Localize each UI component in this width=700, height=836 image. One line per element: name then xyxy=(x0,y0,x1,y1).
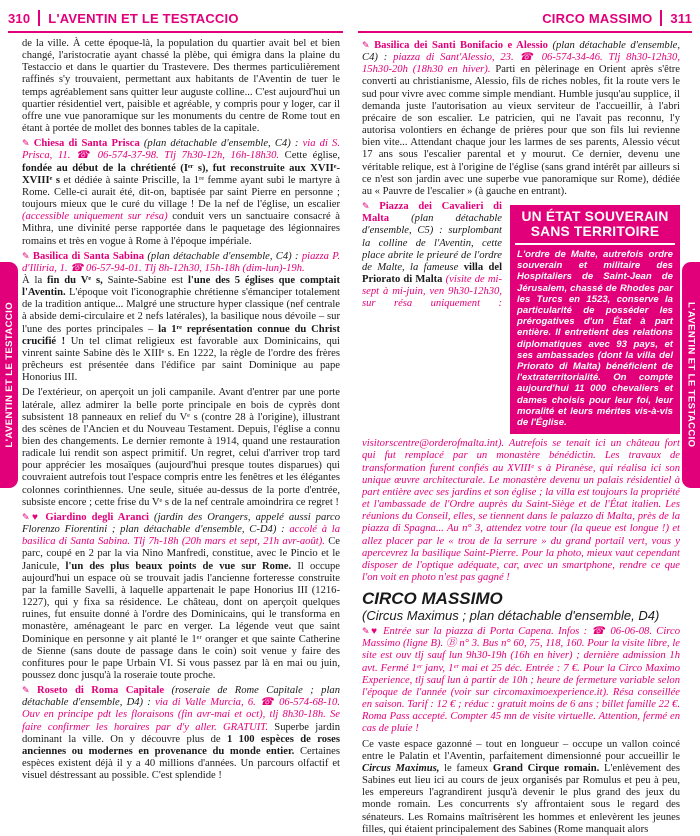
practical-info: accolé à la basilica di Santa Sabina. Tlj 7h-18h (20h mars et sept, 21h avr-août). xyxy=(22,524,340,548)
practical-info: piazza P. d'Illiria, 1. ☎ 06-57-94-01. Tlj 8h-12h30, 15h-18h (dim-lun)-19h. xyxy=(22,250,341,274)
left-page-header xyxy=(8,6,338,30)
entry-giardino-aranci: ✎♥ Giardino degli Aranci (jardin des Orangers, appelé aussi parco Florenzo Fiorentini ; plan détachable d'ensemble, C-D4) : accolé à la basilica di Santa Sabina. Tlj 7h-18h (20h mars et sept, 21h avr-août). Ce parc, coupé en 2 par la via Nino Manfredi, constitue, avec le Pincio et le Janicule, l'un des plus beaux points de vue sur Rome. Il occupe aujourd'hui un espace où se trouvait jadis l'ancienne forteresse construite par la famille Savelli, à laquelle appartenait le pape Honorius III (1216-1227), qui y fixa sa résidence. Le château, dont on aperçoit quelques ruines, fut ensuite donné à l'ordre des Dominicains, qui le transforma en monastère, aménageant le parc en verger. La légende veut que saint Dominique en personne y ait planté le 1ᵉʳ oranger et que sainte Catherine de Sienne (sans doute de passage dans le coin) soit venue y faire des confitures pour le pape Urbain VI. Si vous passez par là en mai ou juin, poussez donc jusqu'à la roseraie toute proche. xyxy=(22,511,341,681)
entry-title: Chiesa di Santa Prisca xyxy=(33,138,140,150)
entry-santa-sabina: ✎ Basilica di Santa Sabina (plan détachable d'ensemble, C4) : piazza P. d'Illiria, 1. ☎ 06-57-94-01. Tlj 8h-12h30, 15h-18h (dim-lun)-19h. À la fin du Vᵉ s, Sainte-Sabine est l'une des 5 églises que comptait l'Aventin. L'époque voit l'iconographie chrétienne s'émanciper totalement de la tradition antique... Malgré une structure hyper classique (nef centrale à abside demi-circulaire et 2 nefs latérales), la basilique nous dévoile – sur l'une des portes principales – la 1ʳᵉ représentation connue du Christ crucifié ! Un tel climat religieux est favorable aux Dominicains, qui vinrent sainte Sabine dès le XIIIᵉ s. En 1222, la règle de l'ordre des frères prêcheurs est présentée dans l'édifice par saint Dominique au pape Honorius III. xyxy=(22,250,341,384)
left-header-rule xyxy=(8,31,343,33)
pushpin-icon: ✎ xyxy=(362,202,370,213)
practical-info: Circo Massimo (ligne B). Ⓑ n° 3. Bus n° 60, 75, 118, 160. Pour la visite libre, le site est ouv tlj sauf lun 9h30-19h (16h en hiver) ; dernière admission 1h avt. Fermé 1ᵉʳ janv, 1ᵉʳ mai et 25 déc. Entrée : 7 €. Pour la Circo Maximo Experience, tlj sauf lun à partir de 10h ; heure de fermeture variable selon l'époque de l'année (voir sur xyxy=(362,626,681,698)
practical-info: piazza di Sant'Alessio, 23. ☎ 06-574-34-46. Tlj 8h30-12h30, 15h30-20h (18h30 en hiver). xyxy=(362,52,680,76)
pushpin-icon: ✎ xyxy=(362,41,370,51)
right-page-header xyxy=(362,6,692,30)
pushpin-icon: ✎ xyxy=(22,251,30,262)
pushpin-icon: ✎ xyxy=(22,686,30,697)
entry-santa-prisca: ✎ Chiesa di Santa Prisca (plan détachable d'ensemble, C4) : via di S. Prisca, 11. ☎ 06-574-37-98. Tlj 7h30-12h, 16h-18h30. Cette église, fondée au début de la chrétienté (Iᵉʳ s), fut reconstruite aux XVIIᵉ-XVIIIᵉ s et dédiée à sainte Priscille, la 1ʳᵉ femme ayant subi le martyre à Rome. Celle-ci aurait été, dit-on, baptisée par saint Pierre en personne ; toujours mieux que le curé du village ! De la nef de l'église, un escalier (accessible uniquement sur résa) conduit vers un sanctuaire consacré à Mithra, une divinité perse rapportée dans le paquetage des légionnaires romains et très en vogue à Rome à l'époque impériale. xyxy=(22,138,341,247)
entry-title: Giardino degli Aranci xyxy=(45,511,149,523)
right-thumb-tab-label: L'AVENTIN ET LE TESTACCIO xyxy=(685,302,697,448)
pushpin-icon: ✎ xyxy=(22,512,30,523)
circo-paragraph: Ce vaste espace gazonné – tout en longueur – occupe un vallon coincé entre le Palatin et l'Aventin, parfaitement dimensionné pour accueillir le Circus Maximus, le fameux Grand Cirque romain. L'enlèvement des Sabines eut lieu ici au cours de jeux organisés par Romulus et peu à peu, les empereurs l'agrandirent jusqu'à devenir le plus grand des jeux du monde romain. Les concurrents s'y affrontaient sous le regard des sénateurs. Les Romains maîtrisèrent les hommes et enlevèrent les jeunes filles, qui étaient principalement des Sabines (Rome manquait alors xyxy=(362,738,681,835)
left-thumb-tab xyxy=(0,262,18,488)
sidebar-box-etat-souverain xyxy=(510,205,680,434)
website-link[interactable]: circomaximoexperience.it xyxy=(493,686,603,698)
practical-info: via di S. Prisca, 11. ☎ 06-574-37-98. Tlj 7h30-12h, 16h-18h30. xyxy=(22,138,340,162)
entry-title: Basilica di Santa Sabina xyxy=(32,250,145,262)
heart-icon: ♥ xyxy=(369,626,379,638)
entry-circo-massimo: ✎♥ Entrée sur la piazza di Porta Capena. Infos : ☎ 06-06-08. Circo Massimo (ligne B). Ⓑ n° 3. Bus n° 60, 75, 118, 160. Pour la visite libre, le site est ouv tlj sauf lun 9h30-19h (16h en hiver) ; dernière admission 1h avt. Fermé 1ᵉʳ janv, 1ᵉʳ mai et 25 déc. Entrée : 7 €. Pour la Circo Maximo Experience, tlj sauf lun à partir de 10h ; heure de fermeture variable selon l'époque de l'année (voir sur circomaximoexperience.it). Résa conseillée en saison. Tarif : 12 € ; réduc : gratuit moins de 6 ans ; billet famille 22 €. Roma Pass accepté. Compter 45 mn de visite virtuelle. Attention, fermé en cas de pluie ! xyxy=(362,626,681,735)
section-title-circo-massimo: CIRCO MASSIMO xyxy=(362,589,503,609)
left-thumb-tab-label: L'AVENTIN ET LE TESTACCIO xyxy=(3,302,15,448)
right-page-column xyxy=(362,38,681,835)
right-page-number: 311 xyxy=(670,10,692,26)
heart-icon: ♥ xyxy=(29,511,41,523)
pushpin-icon: ✎ xyxy=(362,627,370,638)
entry-roseto: ✎ Roseto di Roma Capitale (roseraie de Rome Capitale ; plan détachable d'ensemble, D4) : via di Valle Murcia, 6. ☎ 06-574-68-10. Ouv en principe pdt les floraisons (fin avr-mai et oct), tlj 8h30-18h. Se faire confirmer les horaires par d'y aller. GRATUIT. Superbe jardin dominant la ville. On y découvre plus de 1 100 espèces de roses anciennes ou modernes en provenance du monde entier. Certaines espèces existent déjà il y a 40 millions d'années. Un parcours olfactif et visuel déstressant au possible. C'est splendide ! xyxy=(22,685,341,782)
right-running-title: CIRCO MASSIMO xyxy=(542,10,653,26)
box-rule xyxy=(515,243,675,245)
right-header-rule xyxy=(358,31,692,33)
entry-title: Basilica dei Santi Bonifacio e Alessio xyxy=(374,40,548,51)
section-subtitle: (Circus Maximus ; plan détachable d'ensemble, D4) xyxy=(362,608,660,624)
box-title: UN ÉTAT SOUVERAIN SANS TERRITOIRE xyxy=(521,209,669,239)
practical-info: via di Valle Murcia, 6. ☎ 06-574-68-10. Ouv en principe pdt les floraisons (fin avr-mai et oct), tlj 8h30-18h. Se faire confirmer les horaires par d'y aller. GRATUIT. xyxy=(22,697,341,733)
entry-title: Roseto di Roma Capitale xyxy=(36,685,165,697)
sabina-paragraph-2: De l'extérieur, on aperçoit un joli campanile. Avant d'entrer par une porte latérale, allez admirer la belle porte principale en bois de cyprès dont subsistent 18 panneaux en relief du Vᵉ s (contre 28 à l'origine), illustrant des scènes de l'Ancien et du Nouveau Testament. Depuis, l'église a connu bien des changements. Le dernier remonte à 1914, quand une restauration radicale lui rendit son aspect primitif. Un regret, celui d'arriver trop tard pour apprécier les mosaïques (aujourd'hui presque toutes disparues) qui couvraient autrefois tout l'espace compris entre les fenêtres et les élégantes colonnes corinthiennes. Une seule, située au-dessus de la porte d'entrée, subsiste encore ; cette frise du Vᵉ s de la nef centrale amoindrira ce regret ! xyxy=(22,387,340,508)
header-separator xyxy=(38,10,40,26)
entry-cavalieri-malta: ✎ Piazza dei Cavalieri di Malta (plan détachable d'ensemble, C5) : surplombant la colline de l'Aventin, cette place abrite le prieuré de l'ordre de Malte, la fameuse villa del Priorato di Malta (visite de mi-sept à mi-juin, ven 9h30-12h30, sur résa uniquement : visitorscentre@orderofmalta.int). Autrefois se tenait ici un château fort qui fut remplacé par un monastère bénédictin. Les travaux de transformation furent confiés au XVIIIᵉ s à Piranèse, qui réalisa ici son unique œuvre architecturale. Le monastère devenu un palais résidentiel à part entière avec ses jardins et son église ; la villa est toujours la propriété et l'ambassade de l'Ordre auprès du Saint-Siège et de l'État italien. Les réunions du Conseil, elles, se tiennent dans le palazzo di Malta, près de la piazza di Spagna... Au n° 3, attendez votre tour (la queue est longue !) et allez placer par le « trou de la serrure » du grand portail vert, vous y apercevrez la basilique Saint-Pierre. Pour la photo, mieux vaut cependant disposer de l'optique adéquate, car, avec un smartphone, rendre ce que l'on voit en photo n'est pas gagné ! xyxy=(362,201,680,583)
header-separator xyxy=(660,10,662,26)
entry-title: Piazza dei Cavalieri di Malta xyxy=(362,201,502,225)
left-page-column xyxy=(22,38,341,782)
right-thumb-tab xyxy=(682,262,700,488)
left-running-title: L'AVENTIN ET LE TESTACCIO xyxy=(48,10,239,26)
entry-bonifacio-alessio: ✎ Basilica dei Santi Bonifacio e Alessio (plan détachable d'ensemble, C4) : piazza di Sant'Alessio, 23. ☎ 06-574-34-46. Tlj 8h30-12h30, 15h30-20h (18h30 en hiver). Parti en pèlerinage en Orient après s'être converti au christianisme, Alessio, fils de riches nobles, fit la route vers le sud pour vivre avec comme simple mendiant. Humble jusqu'au supplice, il demanda juste l'autorisation au vieux serviteur de l'accueillir, à l'abri précaire de son escalier. Le patricien, qui ne l'avait pas reconnu, l'y autorisa volontiers en échange de prières pour que son fils lui revienne bien vite... Attendant chaque jour les larmes de ses parents, Alessio vécut 17 ans sous l'escalier parental et y mourut. Ce dernier, devenu une véritable relique, est à l'origine de l'église (sans grand intérêt par ailleurs si ce n'est son jardin avec une superbe vue panoramique sur Rome), dédiée au « Pauvre de l'escalier » (à gauche en entrant). xyxy=(362,40,680,197)
intro-paragraph: de la ville. À cette époque-là, la population du quartier avait bel et bien changé, l'aristocratie ayant chassé la plèbe, qui émigra dans la plaine du Testaccio et dans le quartier du Trastevere. Des thermes particulièrement raffinés s'y trouvaient, permettant aux habitants de l'Aventin de tuer le temps agréablement sans quitter leur auguste colline... C'est aujourd'hui un quartier résidentiel vert, paisible et agréable, y compris pour y loger, car il offre une vue panoramique sur les monuments du centre de Rome tout en étant à portée de mollet des bonnes tables de la capitale. xyxy=(22,38,340,135)
box-text: L'ordre de Malte, autrefois ordre souverain et militaire des Hospitaliers de Saint-Jean de Jérusalem, chassé de Rhodes par les Turcs en 1523, conserve la particularité de posséder les prérogatives d'un État à part entière. Il entretient des relations diplomatiques avec 93 pays, et ses ambassades (dont la villa del Priorato di Malta) bénéficient de l'extraterritorialité. On compte aujourd'hui 11 000 chevaliers et dames choisis pour leur foi, leur moralité et leurs mérites vis-à-vis de l'Église. xyxy=(517,249,673,429)
email-link[interactable]: visitorscentre@orderofmalta.int xyxy=(362,438,498,450)
left-page-number: 310 xyxy=(8,10,31,26)
pushpin-icon: ✎ xyxy=(22,139,30,150)
